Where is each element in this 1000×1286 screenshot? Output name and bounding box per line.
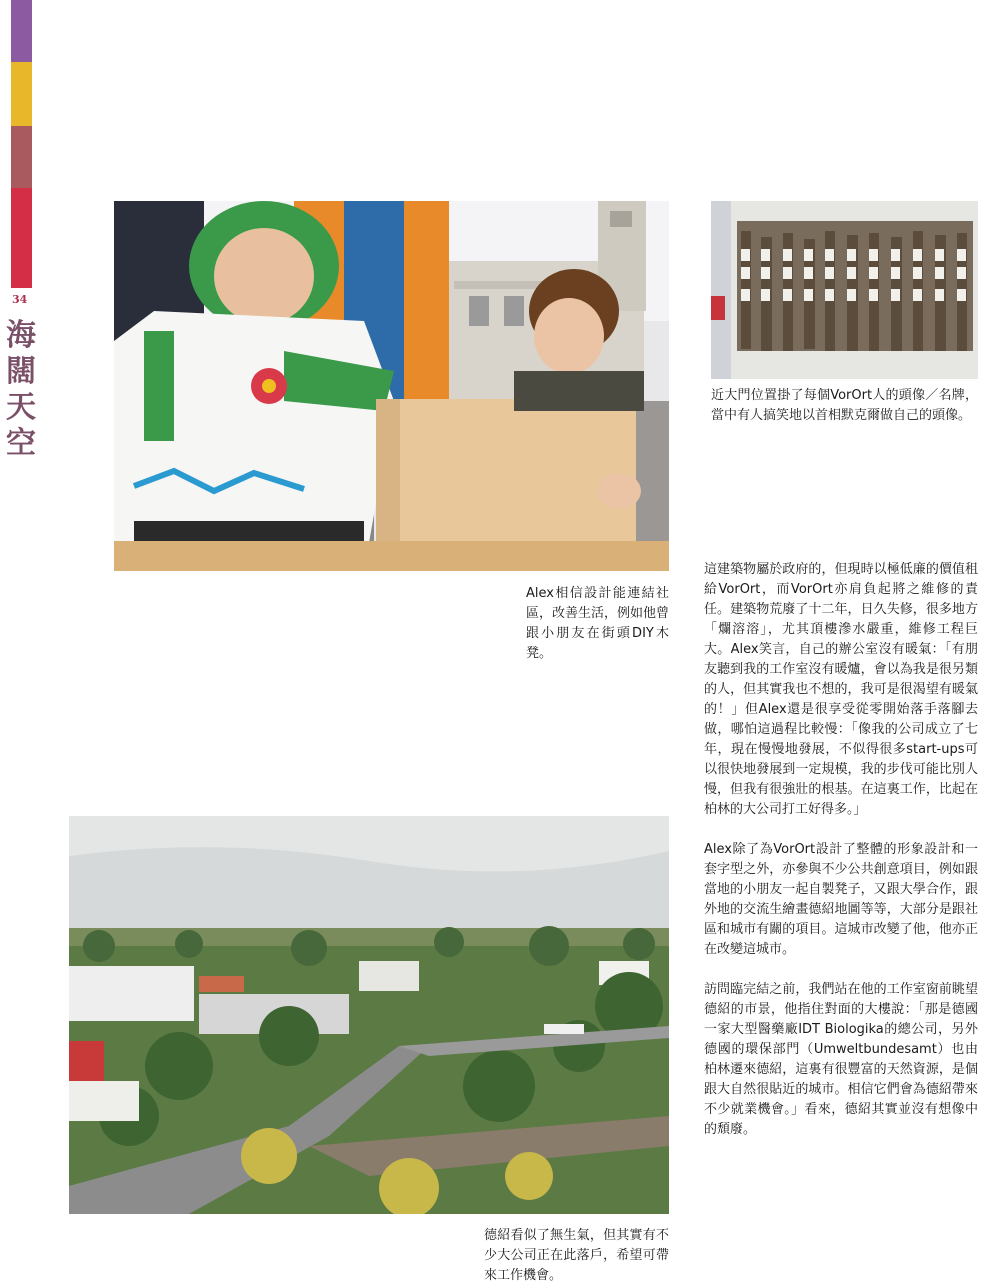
section-name-char: 空 (6, 426, 36, 461)
section-name-char: 闊 (6, 354, 36, 389)
kids-building-illustration (114, 201, 669, 571)
photo-name-plates-wall (711, 201, 978, 379)
article-paragraph: Alex除了為VorOrt設計了整體的形象設計和一套字型之外，亦參與不少公共創意項目，例如跟當地的小朋友一起自製凳子，又跟大學合作，跟外地的交流生繪畫德紹地圖等等，大部分是跟社區和城市有關的項目。這城市改變了他，他亦正在改變這城市。 (704, 842, 978, 957)
section-tab-yellow (11, 62, 32, 126)
section-tab-purple (11, 0, 32, 62)
name-plates-illustration (711, 201, 978, 379)
city-view-illustration (69, 816, 669, 1214)
article-body (704, 560, 978, 1140)
section-tab-brown (11, 126, 32, 188)
photo-dessau-city-view (69, 816, 669, 1214)
section-name-char: 海 (6, 318, 36, 353)
photo-caption-kids-building: Alex相信設計能連結社區，改善生活，例如他曾跟小朋友在街頭DIY木凳。 (526, 586, 670, 661)
article-paragraph: 這建築物屬於政府的，但現時以極低廉的價值租給VorOrt，而VorOrt亦肩負起將之維修的責任。建築物荒廢了十二年，日久失修，很多地方「爛溶溶」，尤其頂樓滲水嚴重，維修工程巨大。Alex笑言，自己的辦公室沒有暖氣：「有朋友聽到我的工作室沒有暖爐，會以為我是很另類的人，但其實我也不想的，我可是很渴望有暖氣的！」但Alex還是很享受從零開始落手落腳去做，哪怕這過程比較慢：「像我的公司成立了七年，現在慢慢地發展，不似得很多start-ups可以很快地發展到一定規模，我的步伐可能比別人慢，但我有很強壯的根基。在這裏工作，比起在柏林的大公司打工好得多。」 (704, 562, 978, 817)
photo-caption-name-plates: 近大門位置掛了每個VorOrt人的頭像／名牌，當中有人搞笑地以首相默克爾做自己的頭像。 (711, 388, 978, 423)
section-tab-red (11, 188, 32, 288)
page-number: 34 (12, 293, 28, 306)
photo-caption-city-view: 德紹看似了無生氣，但其實有不少大公司正在此落戶，希望可帶來工作機會。 (484, 1228, 669, 1283)
article-paragraph: 訪問臨完結之前，我們站在他的工作室窗前眺望德紹的市景，他指住對面的大樓說：「那是德國一家大型醫藥廠IDT Biologika的總公司，另外德國的環保部門（Umweltbundesamt）也由柏林遷來德紹，這裏有很豐富的天然資源，是個跟大自然很貼近的城市。相信它們會為德紹帶來不少就業機會。」看來，德紹其實並沒有想像中的頹廢。 (704, 982, 978, 1137)
section-name (6, 318, 38, 462)
section-name-char: 天 (6, 390, 36, 425)
photo-kids-building-stool (114, 201, 669, 571)
